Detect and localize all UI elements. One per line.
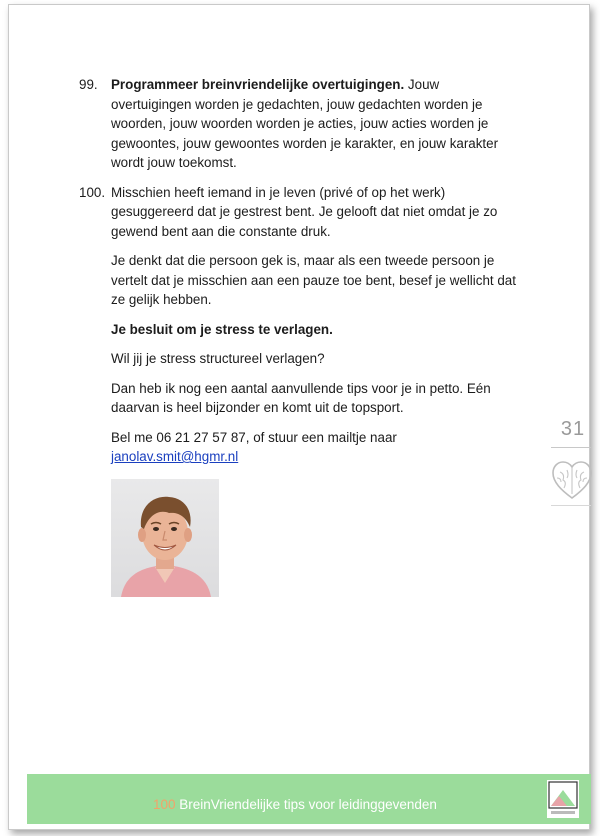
tip-99 [79,75,519,173]
divider [551,447,591,448]
tip-heading: Programmeer breinvriendelijke overtuigingen. [111,77,405,92]
email-link[interactable]: janolav.smit@hgmr.nl [111,449,239,464]
contact-text: Bel me 06 21 27 57 87, of stuur een mailtje naar [111,429,397,445]
offer-paragraph: Dan heb ik nog een aantal aanvullende tips voor je in petto. Eén daarvan is heel bijzonder en komt uit de topsport. [111,380,491,415]
question-line: Wil jij je stress structureel verlagen? [111,351,325,366]
page-footer [27,774,591,824]
page-number: 31 [560,418,586,440]
portrait-image [111,479,219,597]
tip-number: 99. [79,77,98,92]
tip-number: 100. [79,184,106,200]
tip-body: Jouw overtuigingen worden je gedachten, jouw gedachten worden je woorden, jouw woorden worden je acties, jouw acties worden je gewoontes, jouw gewoontes worden je karakter, en jouw karakter wordt jouw toekomst. [111,77,499,170]
document-page [8,4,590,830]
tip-100 [79,183,519,597]
contact-paragraph [111,428,519,467]
footer-number: 100 [153,797,176,812]
tip-paragraph: Misschien heeft iemand in je leven (privé of op het werk) gesuggereerd dat je gestrest bent. Je gelooft dat niet omdat je zo gewend bent aan die constante druk. [111,184,498,239]
divider [551,505,591,506]
tip-paragraph: Je denkt dat die persoon gek is, maar als een tweede persoon je vertelt dat je misschien aan een pauze toe bent, besef je wellicht dat ze gelijk hebben. [111,253,516,307]
brain-heart-icon [551,460,593,500]
page-content [79,75,519,597]
decision-line: Je besluit om je stress te verlagen. [111,321,333,337]
tip-paragraph [111,75,519,173]
brand-logo-icon [547,780,579,818]
author-photo [111,479,219,597]
footer-title: 100 BreinVriendelijke tips voor leidinggevenden [153,797,437,812]
